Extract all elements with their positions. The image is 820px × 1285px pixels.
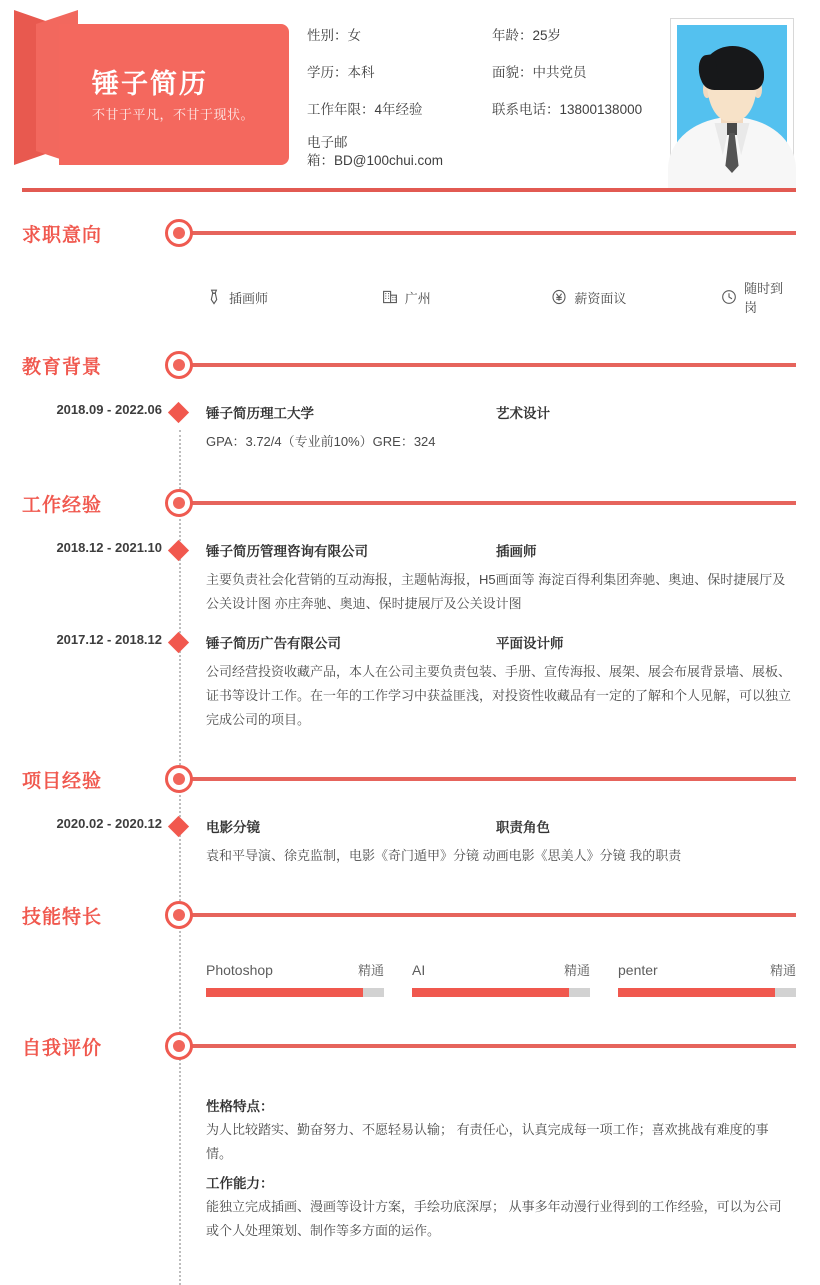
project-name: 电影分镜 (206, 820, 260, 836)
skill-name: Photoshop (206, 962, 273, 979)
skill-level: 精通 (769, 963, 796, 979)
entry-title-row (206, 632, 820, 652)
skill-progress-fill (412, 988, 569, 997)
section-title-education: 教育背景 (22, 357, 103, 378)
info-row (307, 98, 657, 118)
timeline-marker-circle (165, 901, 193, 929)
section-title-project: 项目经验 (22, 771, 103, 793)
skill-progress-track (206, 988, 384, 997)
section-education (0, 316, 820, 454)
company-name: 锤子简历广告有限公司 (206, 636, 341, 652)
evaluation-heading: 性格特点： (206, 1099, 274, 1115)
work-detail: 主要负责社会化营销的互动海报，主题帖海报，H5画面等 海淀百得利集团奔驰、奥迪、保时捷展厅及公关设计图 亦庄奔驰、奥迪、保时捷展厅及公关设计图 (206, 572, 786, 612)
info-email-label: 电子邮 (307, 135, 348, 150)
info-degree: 学历：本科 (307, 65, 375, 80)
skill-header (618, 960, 796, 979)
project-detail: 袁和平导演、徐克监制，电影《奇门遁甲》分镜 动画电影《思美人》分镜 我的职责 (206, 848, 682, 864)
entry-title-row (206, 402, 820, 422)
resume-header (0, 0, 820, 190)
timeline-marker-diamond (168, 816, 189, 837)
photo-frame (670, 18, 794, 180)
info-political-status: 面貌：中共党员 (492, 65, 587, 80)
education-entry (0, 402, 820, 454)
info-email-value: 箱：BD@100chui.com (307, 153, 444, 169)
info-row (307, 24, 657, 44)
info-age: 年龄：25岁 (492, 28, 562, 43)
education-detail: GPA：3.72/4（专业前10%）GRE：324 (206, 434, 436, 449)
entry-date: 2017.12 - 2018.12 (56, 632, 162, 648)
section-project-experience (0, 732, 820, 868)
timeline-marker-diamond (168, 402, 189, 423)
section-title-evaluation: 自我评价 (22, 1038, 103, 1060)
skill-progress-track (618, 988, 796, 997)
info-email (307, 134, 657, 170)
section-rule (192, 363, 796, 367)
evaluation-content (0, 1095, 820, 1243)
project-entry (0, 816, 820, 868)
major-name: 艺术设计 (496, 406, 550, 421)
job-title: 插画师 (496, 544, 537, 560)
section-self-evaluation (0, 997, 820, 1243)
intent-salary-text: 薪资面议 (574, 290, 627, 306)
skills-list (0, 960, 820, 997)
company-name: 锤子简历管理咨询有限公司 (206, 544, 368, 560)
intent-position (206, 278, 382, 316)
intent-city-text: 广州 (404, 290, 431, 306)
section-header (0, 480, 820, 526)
timeline-marker-diamond (168, 632, 189, 653)
skill-progress-fill (206, 988, 363, 997)
section-rule (192, 231, 796, 235)
candidate-slogan: 不甘于平凡，不甘于现状。 (92, 107, 255, 122)
skill-level: 精通 (563, 963, 590, 979)
skill-item (412, 960, 590, 997)
info-gender: 性别：女 (307, 28, 361, 43)
info-years-experience: 工作年限：4年经验 (307, 102, 423, 117)
skill-name: penter (618, 962, 658, 979)
skill-header (412, 960, 590, 979)
intent-city (382, 278, 552, 316)
skill-progress-fill (618, 988, 775, 997)
avatar (677, 25, 787, 173)
section-job-intent (0, 190, 820, 316)
job-intent-list (0, 278, 820, 316)
info-row (307, 61, 657, 81)
entry-date: 2020.02 - 2020.12 (56, 816, 162, 832)
work-entry (0, 632, 820, 732)
section-header (0, 210, 820, 256)
tie-icon (206, 289, 222, 305)
section-work-experience (0, 454, 820, 732)
entry-date: 2018.09 - 2022.06 (56, 402, 162, 417)
section-title-job-intent: 求职意向 (22, 225, 103, 246)
timeline-marker-circle (165, 219, 193, 247)
skill-level: 精通 (357, 963, 384, 979)
building-icon (382, 289, 398, 305)
name-banner (14, 10, 289, 165)
personal-info-grid (307, 24, 657, 170)
evaluation-text: 为人比较踏实、勤奋努力、不愿轻易认输； 有责任心，认真完成每一项工作；喜欢挑战有难度的事情。 (206, 1122, 769, 1162)
skill-name: AI (412, 962, 426, 979)
section-rule (192, 777, 796, 781)
intent-salary (551, 278, 721, 316)
school-name: 锤子简历理工大学 (206, 406, 314, 421)
skill-item (618, 960, 796, 997)
skill-item (206, 960, 384, 997)
timeline-marker-circle (165, 765, 193, 793)
resume-body (0, 190, 820, 1244)
intent-availability-text: 随时到岗 (744, 281, 784, 315)
work-entry (0, 540, 820, 616)
evaluation-heading: 工作能力： (206, 1176, 274, 1192)
section-rule (192, 1044, 796, 1048)
candidate-name: 锤子简历 (92, 69, 208, 99)
entry-title-row (206, 816, 820, 836)
timeline-marker-diamond (168, 540, 189, 561)
section-header (0, 342, 820, 388)
clock-icon (721, 289, 737, 305)
skill-header (206, 960, 384, 979)
section-header (0, 756, 820, 802)
timeline-marker-circle (165, 351, 193, 379)
job-title: 平面设计师 (496, 636, 564, 652)
section-rule (192, 501, 796, 505)
entry-title-row (206, 540, 820, 560)
avatar-tie-knot-shape (727, 123, 737, 135)
timeline-marker-circle (165, 1032, 193, 1060)
skill-progress-track (412, 988, 590, 997)
project-role: 职责角色 (496, 820, 550, 836)
intent-availability (721, 278, 796, 316)
intent-position-text: 插画师 (229, 290, 269, 306)
work-detail: 公司经营投资收藏产品，本人在公司主要负责包装、手册、宣传海报、展架、展会布展背景墙、展板、证书等设计工作。在一年的工作学习中获益匪浅，对投资性收藏品有一定的了解和个人见解，可以独立完成公司的项目。 (206, 664, 792, 728)
section-title-skills: 技能特长 (22, 907, 103, 929)
section-rule (192, 913, 796, 917)
section-header (0, 1023, 820, 1069)
section-skills (0, 868, 820, 997)
info-phone: 联系电话：13800138000 (492, 102, 643, 117)
timeline-marker-circle (165, 489, 193, 517)
yen-salary-icon (551, 289, 567, 305)
evaluation-text: 能独立完成插画、漫画等设计方案，手绘功底深厚； 从事多年动漫行业得到的工作经验，可以为公司或个人处理策划、制作等多方面的运作。 (206, 1199, 782, 1239)
entry-date: 2018.12 - 2021.10 (56, 540, 162, 556)
section-header (0, 892, 820, 938)
section-title-work: 工作经验 (22, 495, 103, 517)
